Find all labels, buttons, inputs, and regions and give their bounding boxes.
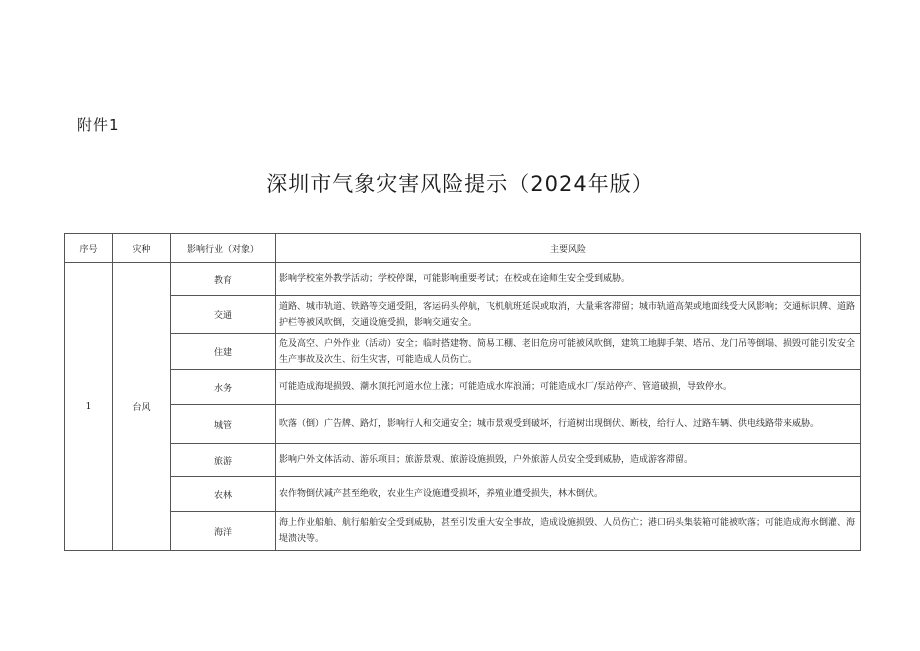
header-main-risk: 主要风险 [276, 234, 861, 263]
risk-cell: 危及高空、户外作业（活动）安全；临时搭建物、简易工棚、老旧危房可能被风吹倒，建筑工地脚手架、塔吊、龙门吊等倒塌、损毁可能引发安全生产事故及次生、衍生灾害，可能造成人员伤亡。 [276, 334, 861, 370]
table-row [65, 477, 861, 512]
risk-cell: 影响户外文体活动、游乐项目；旅游景观、旅游设施损毁，户外旅游人员安全受到威胁，造成游客滞留。 [276, 444, 861, 477]
table-row [65, 370, 861, 405]
risk-table [64, 233, 861, 551]
document-title: 深圳市气象灾害风险提示（2024年版） [266, 172, 654, 196]
appendix-label: 附件1 [77, 116, 120, 134]
industry-cell: 海洋 [171, 512, 276, 551]
risk-cell: 可能造成海堤损毁、潮水顶托河道水位上涨；可能造成水库浪涌；可能造成水厂/泵站停产、管道破损，导致停水。 [276, 370, 861, 405]
table-row [65, 405, 861, 444]
risk-cell: 农作物倒伏减产甚至绝收，农业生产设施遭受损坏，养殖业遭受损失，林木倒伏。 [276, 477, 861, 512]
risk-cell: 海上作业船舶、航行船舶安全受到威胁，甚至引发重大安全事故，造成设施损毁、人员伤亡；港口码头集装箱可能被吹落；可能造成海水倒灌、海堤溃决等。 [276, 512, 861, 551]
risk-cell: 道路、城市轨道、铁路等交通受阻，客运码头停航，飞机航班延误或取消，大量乘客滞留；城市轨道高架或地面线受大风影响；交通标识牌、道路护栏等被风吹倒，交通设施受损，影响交通安全。 [276, 296, 861, 334]
header-hazard: 灾种 [113, 234, 171, 263]
table-row [65, 334, 861, 370]
table-header-row [65, 234, 861, 263]
industry-cell: 城管 [171, 405, 276, 444]
industry-cell: 教育 [171, 263, 276, 296]
header-industry: 影响行业（对象） [171, 234, 276, 263]
table-row [65, 263, 861, 296]
table-row [65, 296, 861, 334]
industry-cell: 交通 [171, 296, 276, 334]
industry-cell: 水务 [171, 370, 276, 405]
risk-cell: 吹落（倒）广告牌、路灯，影响行人和交通安全；城市景观受到破坏，行道树出现倒伏、断枝，给行人、过路车辆、供电线路带来威胁。 [276, 405, 861, 444]
industry-cell: 旅游 [171, 444, 276, 477]
industry-cell: 农林 [171, 477, 276, 512]
table-row [65, 444, 861, 477]
risk-cell: 影响学校室外教学活动；学校停课，可能影响重要考试；在校或在途师生安全受到威胁。 [276, 263, 861, 296]
header-index: 序号 [65, 234, 113, 263]
hazard-cell: 台风 [113, 263, 171, 551]
index-cell: 1 [65, 263, 113, 551]
table-row [65, 512, 861, 551]
industry-cell: 住建 [171, 334, 276, 370]
